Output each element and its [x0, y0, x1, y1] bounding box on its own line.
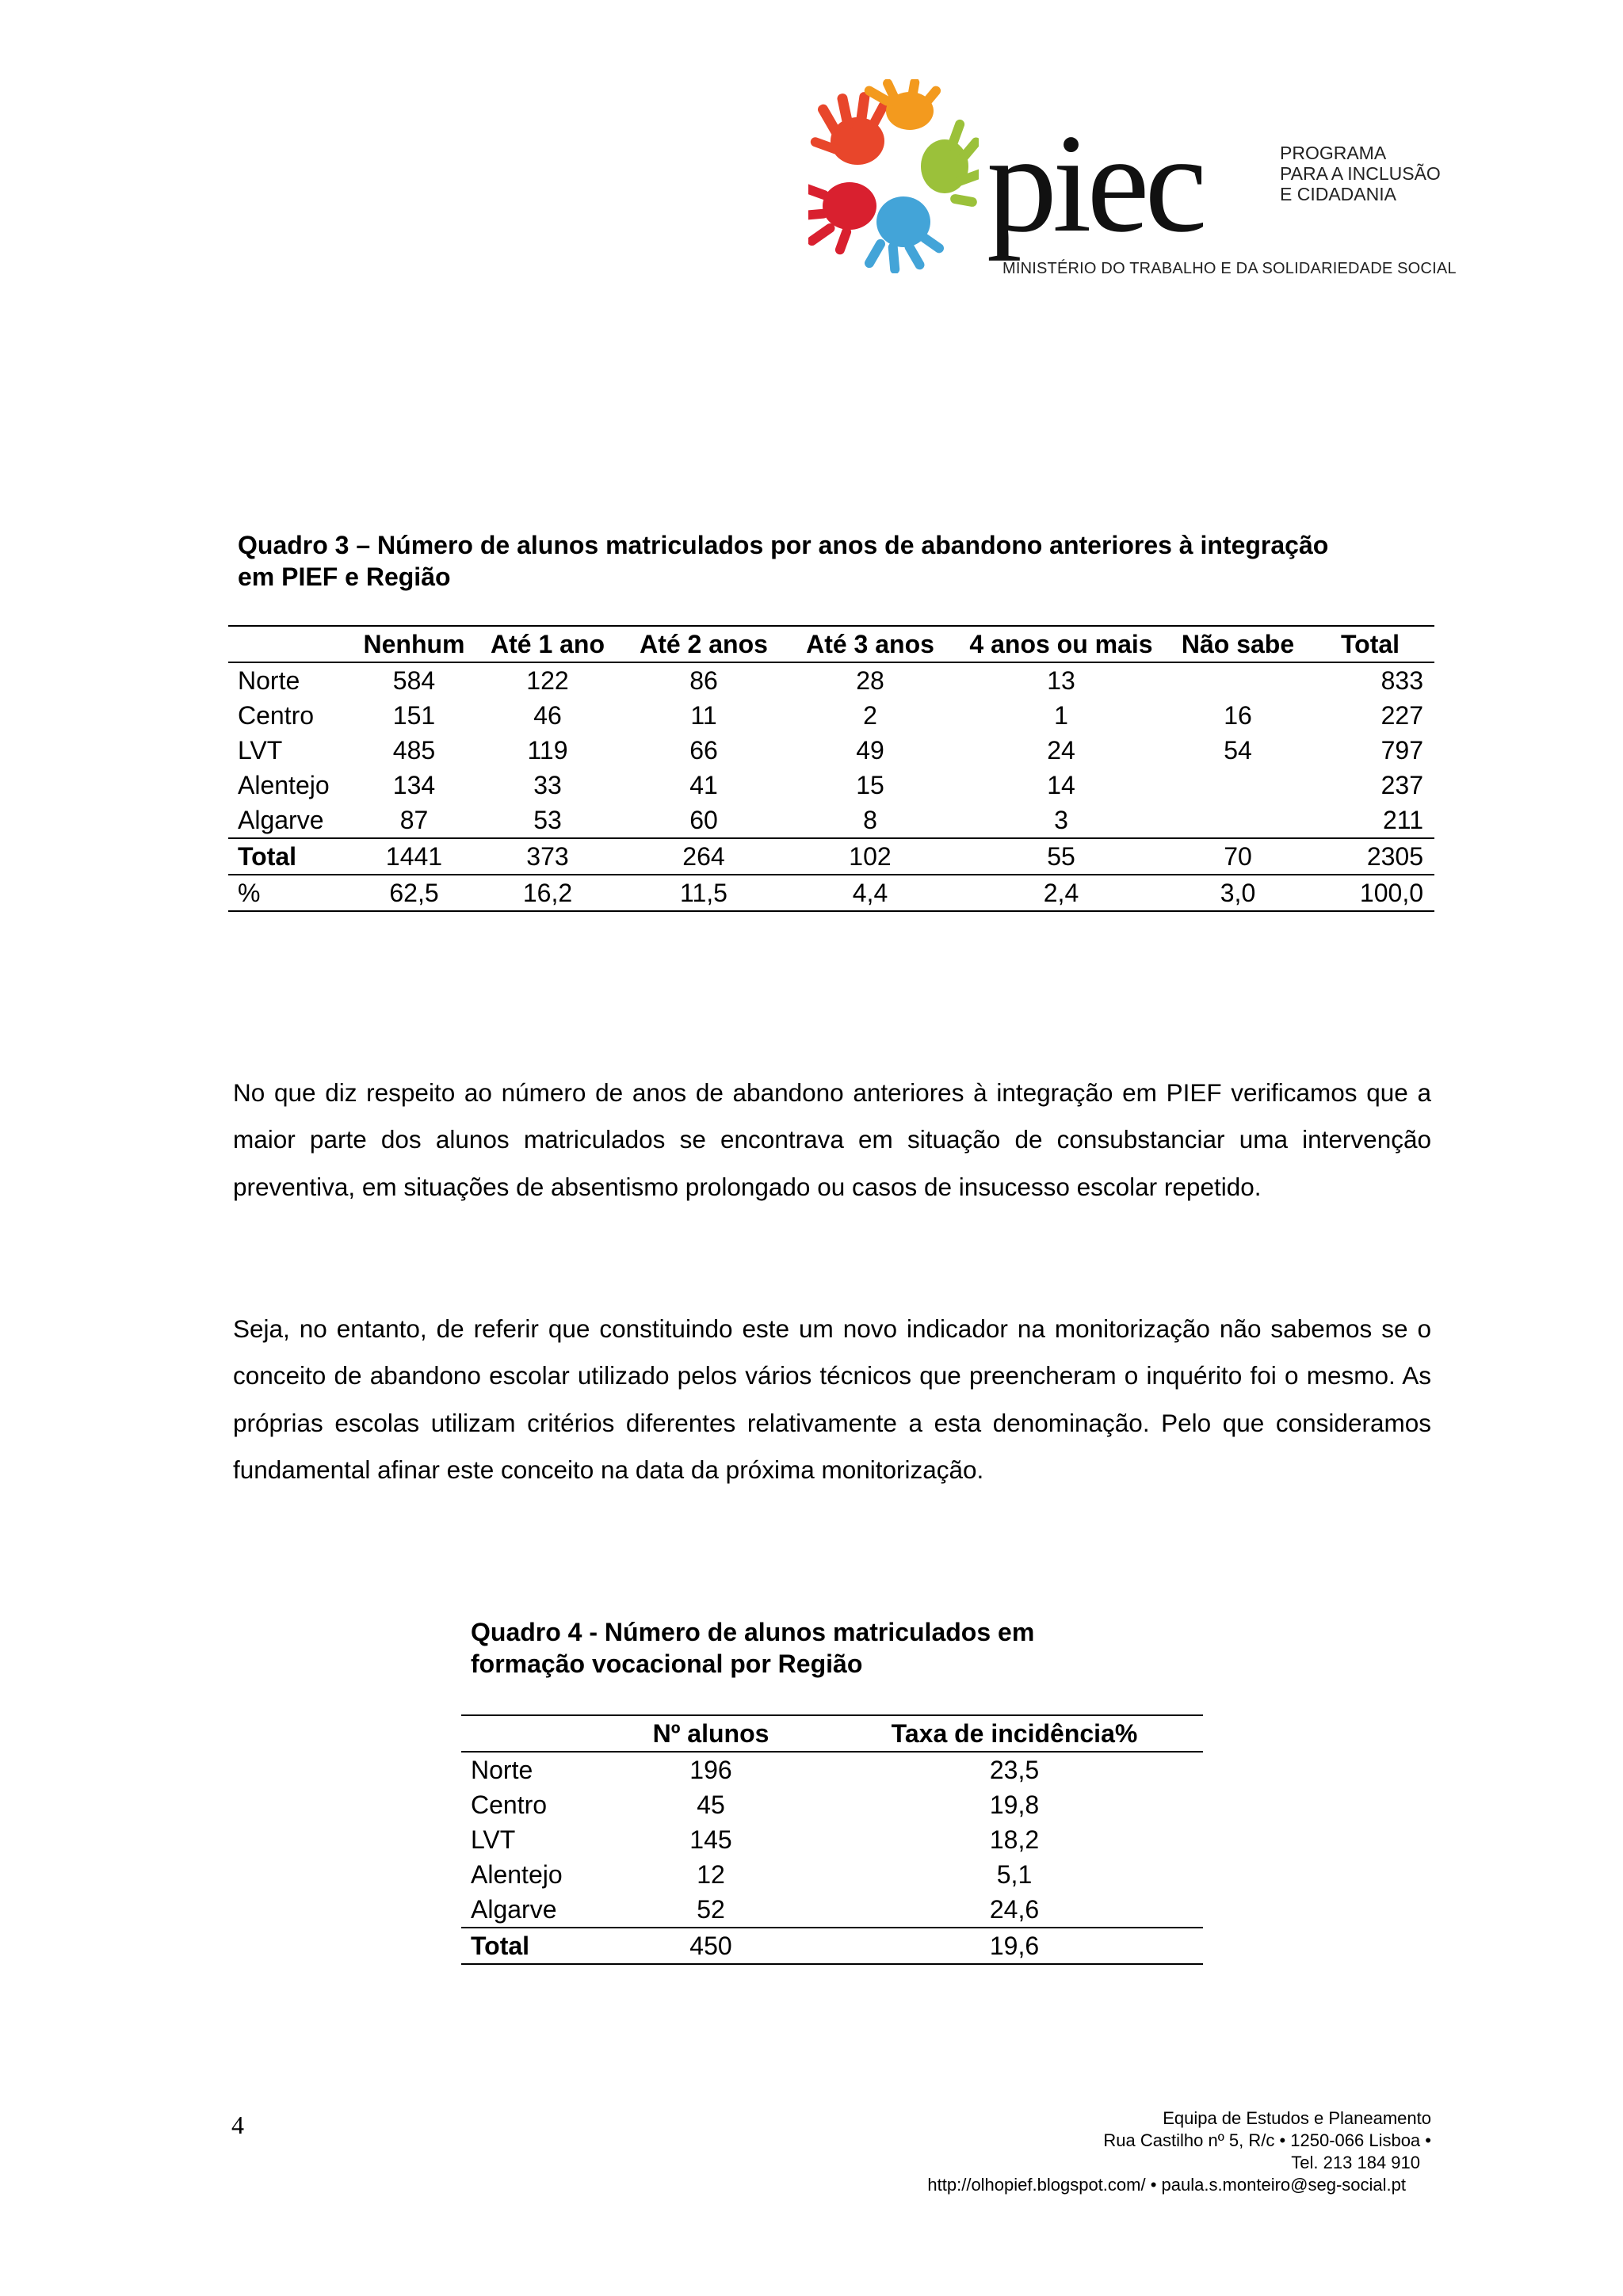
- header-cell: [228, 626, 353, 662]
- region-cell: Total: [228, 838, 353, 875]
- table-row: [461, 1752, 1203, 1787]
- piec-logo: [808, 79, 1457, 285]
- value-cell: 584: [392, 666, 436, 695]
- value-cell: 134: [392, 770, 436, 799]
- region-cell: Alentejo: [238, 770, 330, 799]
- header-cell: Até 1 ano: [475, 626, 620, 662]
- quadro4-caption: [471, 1616, 1034, 1680]
- value-cell: 45: [697, 1790, 725, 1819]
- total-cell: 211: [1382, 805, 1423, 834]
- total-cell: 2305: [1306, 838, 1434, 875]
- value-cell: 12: [697, 1859, 725, 1889]
- value-cell: 8: [863, 805, 877, 834]
- value-cell: 373: [475, 838, 620, 875]
- value-cell: 145: [689, 1825, 732, 1854]
- value-cell: 52: [697, 1894, 725, 1924]
- caption-line: Quadro 4 - Número de alunos matriculados em: [471, 1618, 1035, 1646]
- total-cell: 797: [1381, 735, 1423, 765]
- value-cell: 49: [856, 735, 884, 765]
- value-cell: 15: [856, 770, 884, 799]
- logo-subtitle-line: PROGRAMA: [1280, 143, 1387, 163]
- region-cell: %: [228, 875, 353, 911]
- footer-address: Rua Castilho nº 5, R/c • 1250-066 Lisboa •: [1103, 2130, 1431, 2150]
- value-cell: 41: [689, 770, 718, 799]
- value-cell: 4,4: [788, 875, 953, 911]
- value-cell: 3,0: [1170, 875, 1306, 911]
- region-cell: Norte: [471, 1755, 533, 1784]
- value-cell: 1441: [353, 838, 475, 875]
- value-cell: 196: [689, 1755, 732, 1784]
- value-cell: [1170, 803, 1306, 838]
- region-cell: Total: [461, 1928, 596, 1964]
- value-cell: 18,2: [989, 1825, 1040, 1854]
- caption-line: Quadro 3 – Número de alunos matriculados por anos de abandono anteriores à integração: [238, 531, 1329, 559]
- value-cell: 485: [392, 735, 436, 765]
- value-cell: 55: [953, 838, 1170, 875]
- value-cell: 16: [1224, 700, 1252, 730]
- caption-line: formação vocacional por Região: [471, 1650, 863, 1678]
- footer-contact: [927, 2107, 1431, 2196]
- value-cell: 24: [1047, 735, 1075, 765]
- value-cell: 70: [1170, 838, 1306, 875]
- value-cell: [1170, 662, 1306, 698]
- total-cell: 833: [1381, 666, 1423, 695]
- value-cell: 151: [392, 700, 436, 730]
- value-cell: 16,2: [475, 875, 620, 911]
- table-row: [228, 733, 1434, 768]
- value-cell: 11,5: [620, 875, 788, 911]
- value-cell: 450: [596, 1928, 826, 1964]
- value-cell: 19,8: [989, 1790, 1040, 1819]
- header-cell: Até 3 anos: [788, 626, 953, 662]
- value-cell: 102: [788, 838, 953, 875]
- total-cell: 100,0: [1306, 875, 1434, 911]
- total-cell: 227: [1381, 700, 1423, 730]
- region-cell: LVT: [471, 1825, 516, 1854]
- page-number: 4: [231, 2111, 244, 2139]
- table-row: [461, 1787, 1203, 1822]
- value-cell: 24,6: [989, 1894, 1040, 1924]
- table-row: [461, 1892, 1203, 1928]
- value-cell: 33: [533, 770, 562, 799]
- value-cell: 53: [533, 805, 562, 834]
- table-row: [228, 662, 1434, 698]
- footer-phone: Tel. 213 184 910: [1291, 2153, 1420, 2172]
- region-cell: Norte: [238, 666, 300, 695]
- value-cell: 264: [620, 838, 788, 875]
- quadro3-caption: [238, 529, 1328, 593]
- colored-hands-icon: [808, 79, 979, 273]
- quadro4-table: [461, 1714, 1203, 1965]
- table-row: [228, 768, 1434, 803]
- value-cell: 5,1: [996, 1859, 1033, 1889]
- header-cell: Nenhum: [353, 626, 475, 662]
- header-cell: Nº alunos: [596, 1715, 826, 1752]
- value-cell: 54: [1224, 735, 1252, 765]
- value-cell: 62,5: [353, 875, 475, 911]
- header-cell: Total: [1306, 626, 1434, 662]
- region-cell: Algarve: [471, 1894, 557, 1924]
- ministry-name: MINISTÉRIO DO TRABALHO E DA SOLIDARIEDADE SOCIAL: [1002, 260, 1457, 277]
- value-cell: 86: [689, 666, 718, 695]
- logo-subtitle-line: PARA A INCLUSÃO: [1280, 163, 1441, 184]
- region-cell: LVT: [238, 735, 283, 765]
- value-cell: 28: [856, 666, 884, 695]
- region-cell: Centro: [471, 1790, 548, 1819]
- body-paragraph: Seja, no entanto, de referir que constituindo este um novo indicador na monitorização não sabemos se o conceito de abandono escolar utilizado pelos vários técnicos que preencheram o inquérito foi o mesmo. As próprias escolas utilizam critérios diferentes relativamente a esta denominação. Pelo que consideramos fundamental afinar este conceito na data da próxima monitorização.: [233, 1314, 1431, 1484]
- table-total-row: [228, 838, 1434, 875]
- table-total-row: [461, 1928, 1203, 1964]
- value-cell: 13: [1047, 666, 1075, 695]
- value-cell: 14: [1047, 770, 1075, 799]
- logo-subtitle: [1280, 143, 1441, 204]
- value-cell: 2: [863, 700, 877, 730]
- header-cell: Não sabe: [1170, 626, 1306, 662]
- footer-team: Equipa de Estudos e Planeamento: [1163, 2108, 1431, 2128]
- logo-subtitle-line: E CIDADANIA: [1280, 184, 1396, 204]
- value-cell: 23,5: [989, 1755, 1040, 1784]
- value-cell: 1: [1054, 700, 1068, 730]
- table-row: [228, 698, 1434, 733]
- value-cell: 119: [527, 735, 568, 765]
- region-cell: Alentejo: [471, 1859, 563, 1889]
- value-cell: 11: [690, 700, 717, 730]
- total-cell: 237: [1381, 770, 1423, 799]
- table-percent-row: [228, 875, 1434, 911]
- value-cell: 66: [689, 735, 718, 765]
- table-row: [461, 1857, 1203, 1892]
- value-cell: 3: [1054, 805, 1068, 834]
- table-header-row: [228, 626, 1434, 662]
- value-cell: 19,6: [826, 1928, 1203, 1964]
- header-cell: Taxa de incidência%: [826, 1715, 1203, 1752]
- value-cell: [1170, 768, 1306, 803]
- logo-wordmark: piec: [987, 105, 1203, 261]
- quadro3-table: [228, 625, 1434, 912]
- table-row: [461, 1822, 1203, 1857]
- value-cell: 46: [533, 700, 562, 730]
- body-paragraph: No que diz respeito ao número de anos de abandono anteriores à integração em PIEF verificamos que a maior parte dos alunos matriculados se encontrava em situação de consubstanciar uma intervenção preventiva, em situações de absentismo prolongado ou casos de insucesso escolar repetido.: [233, 1077, 1431, 1201]
- region-cell: Centro: [238, 700, 315, 730]
- header-cell: [461, 1715, 596, 1752]
- footer-web-email: http://olhopief.blogspot.com/ • paula.s.monteiro@seg-social.pt: [927, 2175, 1406, 2195]
- table-header-row: [461, 1715, 1203, 1752]
- value-cell: 122: [526, 666, 569, 695]
- caption-line: em PIEF e Região: [238, 563, 451, 591]
- value-cell: 2,4: [953, 875, 1170, 911]
- header-cell: Até 2 anos: [620, 626, 788, 662]
- value-cell: 87: [399, 805, 429, 834]
- value-cell: 60: [689, 805, 718, 834]
- region-cell: Algarve: [238, 805, 324, 834]
- table-row: [228, 803, 1434, 838]
- header-cell: 4 anos ou mais: [953, 626, 1170, 662]
